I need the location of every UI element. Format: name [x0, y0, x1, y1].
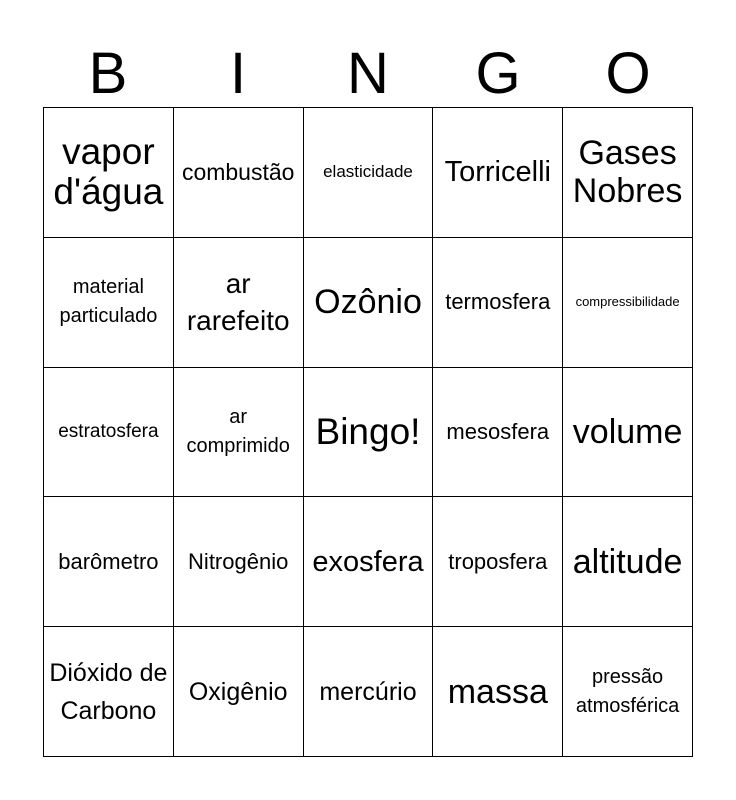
bingo-cell[interactable] [304, 238, 434, 368]
bingo-cell free-space[interactable] [304, 368, 434, 498]
cell-label: ar comprimido [186, 405, 290, 457]
cell-label: mesosfera [446, 418, 550, 444]
header-letter-n: N [347, 41, 389, 106]
bingo-cell[interactable] [174, 627, 304, 757]
cell-label: pressão atmosférica [575, 665, 680, 717]
header-letter-o: O [605, 41, 651, 106]
cell-label: exosfera [312, 545, 424, 578]
bingo-cell[interactable] [433, 368, 563, 498]
cell-label: vapor d'água [53, 131, 164, 213]
bingo-cell[interactable] [174, 368, 304, 498]
bingo-cell[interactable] [563, 497, 693, 627]
cell-label: Dióxido de Carbono [49, 658, 168, 725]
bingo-cell[interactable] [44, 497, 174, 627]
bingo-cell[interactable] [433, 497, 563, 627]
cell-label: volume [572, 412, 683, 451]
cell-label: combustão [181, 158, 295, 185]
bingo-cell[interactable] [433, 627, 563, 757]
cell-label: massa [447, 672, 548, 711]
header-letter-b: B [88, 41, 128, 106]
bingo-cell[interactable] [174, 497, 304, 627]
cell-label: Nitrogênio [188, 548, 289, 574]
bingo-header [43, 38, 693, 110]
cell-label: estratosfera [58, 420, 159, 442]
cell-label: barômetro [58, 548, 159, 574]
free-space-label: Bingo! [315, 410, 421, 452]
bingo-cell[interactable] [304, 108, 434, 238]
cell-label: termosfera [445, 289, 551, 315]
header-letter-i: I [229, 41, 247, 106]
cell-label: Oxigênio [188, 677, 288, 706]
bingo-cell[interactable] [174, 238, 304, 368]
bingo-cell[interactable] [44, 368, 174, 498]
bingo-cell[interactable] [174, 108, 304, 238]
bingo-card-grid [43, 107, 693, 757]
cell-label: elasticidade [323, 162, 413, 182]
bingo-cell[interactable] [563, 368, 693, 498]
bingo-cell[interactable] [44, 108, 174, 238]
bingo-cell[interactable] [433, 108, 563, 238]
bingo-cell[interactable] [44, 238, 174, 368]
bingo-cell[interactable] [44, 627, 174, 757]
bingo-cell[interactable] [563, 627, 693, 757]
cell-label: Torricelli [444, 156, 551, 189]
bingo-cell[interactable] [433, 238, 563, 368]
bingo-cell[interactable] [304, 497, 434, 627]
bingo-cell[interactable] [563, 108, 693, 238]
cell-label: troposfera [448, 548, 548, 574]
cell-label: Gases Nobres [572, 134, 683, 211]
cell-label: altitude [572, 542, 683, 581]
bingo-cell[interactable] [563, 238, 693, 368]
header-letter-g: G [475, 41, 521, 106]
cell-label: material particulado [59, 276, 158, 328]
cell-label: Ozônio [314, 283, 422, 322]
cell-label: compressibilidade [575, 294, 680, 310]
bingo-cell[interactable] [304, 627, 434, 757]
cell-label: mercúrio [319, 677, 417, 706]
cell-label: ar rarefeito [186, 268, 290, 337]
